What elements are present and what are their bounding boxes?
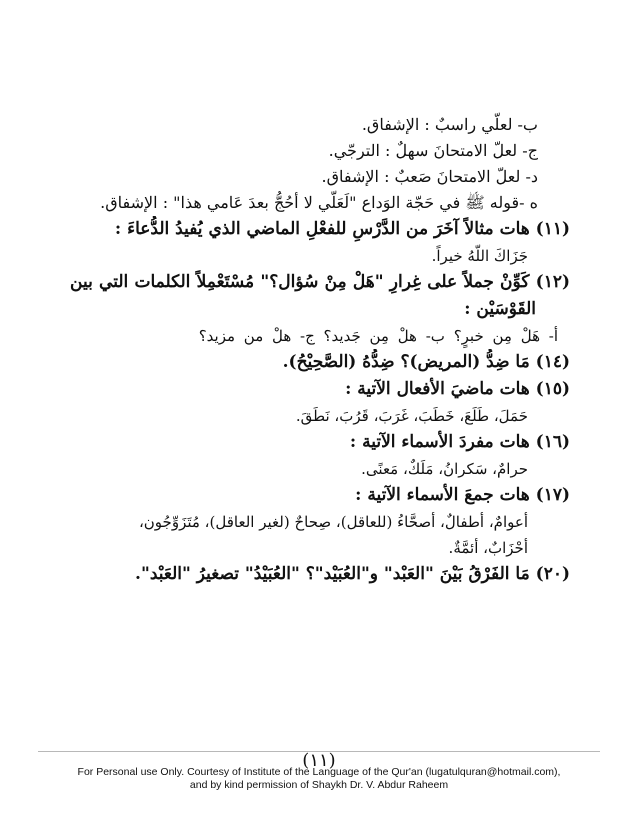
- footer-line-2: and by kind permission of Shaykh Dr. V. Abdur Raheem: [189, 779, 449, 791]
- question-14: (١٤) مَا ضِدُّ (المريض)؟ ضِدُّهُ (الصَّحِيْحُ).: [282, 352, 570, 372]
- question-17: (١٧) هات جمعَ الأسماء الآتية :: [355, 485, 570, 505]
- answer-17-continued: أحْزَابٌ، أئمَّةٌ.: [448, 539, 528, 557]
- question-11: (١١) هات مثالاً آخَرَ من الدَّرْسِ للفعْلِ الماضي الذي يُفيدُ الدُّعاءَ :: [114, 219, 570, 239]
- question-12: (١٢) كَوِّنْ جملاً على غِرارِ "هَلْ مِنْ سُؤال؟" مُسْتَعْمِلاً الكلمات التي بين: [70, 272, 570, 292]
- answer-16: حرامٌ، سَكرانُ، مَلَكٌ، مَعنًى.: [361, 460, 528, 478]
- footer-notice: [0, 766, 638, 792]
- answer-15: حَمَلَ، طَلَعَ، خَطَبَ، غَرَبَ، قَرُبَ، نَطَقَ.: [295, 407, 528, 425]
- answer-17: أعوامٌ، أطفالٌ، أصحَّاءُ (للعاقل)، صِحاحٌ (لغير العاقل)، مُتَزَوِّجُون،: [138, 513, 528, 531]
- question-12-continued: القَوْسَيْن :: [464, 299, 536, 319]
- page-number: (١١): [302, 750, 336, 771]
- question-20: (٢٠) مَا الفَرْقُ بَيْنَ "العَبْد" و"العُبَيْد"؟ "العُبَيْدُ" تصغيرُ "العَبْد".: [135, 564, 570, 584]
- question-15: (١٥) هات ماضيَ الأفعال الآتية :: [345, 379, 570, 399]
- answer-line-j: ج- لعلّ الامتحانَ سهلٌ : الترجّي.: [328, 141, 538, 160]
- answer-line-h: ه -قوله ﷺ في حَجّة الوَداع "لَعَلّي لا أحُجُّ بعدَ عَامي هذا" : الإشفاق.: [100, 193, 538, 212]
- document-body: [70, 112, 570, 588]
- question-16: (١٦) هات مفردَ الأسماء الآتية :: [349, 432, 570, 452]
- answer-11: جَزَاكَ اللّهُ خيراً.: [431, 247, 528, 265]
- answer-line-d: د- لعلّ الامتحانَ صَعبٌ : الإشفاق.: [321, 167, 538, 186]
- answer-12: أ- هَلْ مِن خبرٍ؟ ب- هلْ مِن جَديد؟ ج- هلْ من مزيد؟: [198, 327, 558, 345]
- footer-line-1: For Personal use Only. Courtesy of Institute of the Language of the Qur'an (lugatulquran@hotmail.com),: [77, 766, 561, 778]
- answer-line-b: ب- لعلّي راسبٌ : الإشفاق.: [361, 115, 538, 134]
